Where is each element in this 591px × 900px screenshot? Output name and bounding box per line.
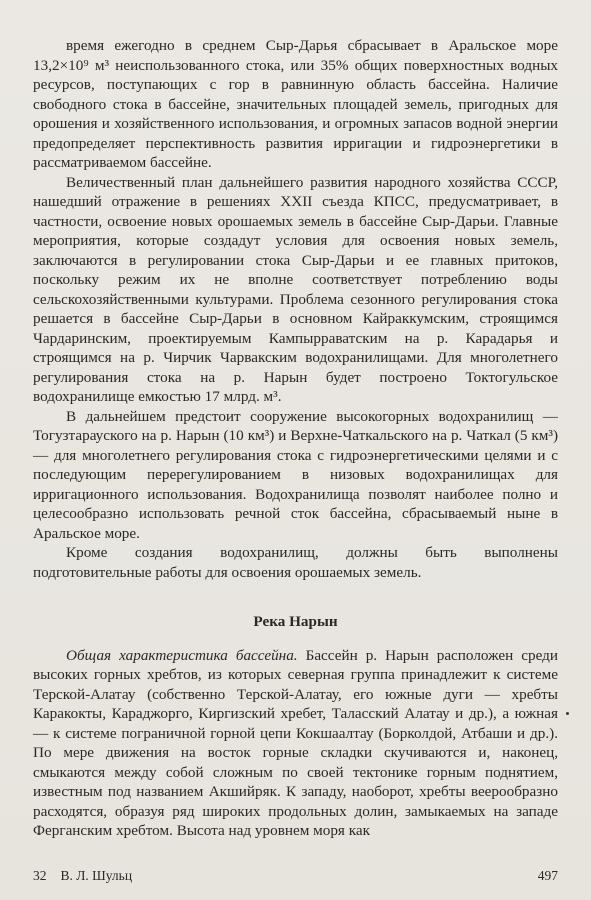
page-footer	[33, 868, 558, 884]
main-text	[33, 36, 558, 841]
section-lead: Общая характеристика бассейна.	[66, 646, 298, 664]
paragraph-2: Величественный план дальнейшего развития народного хозяйства СССР, нашедший отражение в решениях XXII съезда КПСС, предусматривает, в частности, освоение новых орошаемых земель в бассейне Сыр-Дарьи. Главные мероприятия, которые создадут условия для освоения новых земель, заключаются в регулировании стока Сыр-Дарьи и ее главных притоков, поскольку режим их не вполне соответствует потреблению воды сельскохозяйственными культурами. Проблема сезонного регулирования стока решается в бассейне Сыр-Дарьи в основном Кайраккумским, строящимся Чардаринским, проектируемым Кампырраватским на р. Карадарья и строящимся на р. Чирчик Чарвакским водохранилищами. Для многолетнего регулирования стока на р. Нарын будет построено Токтогульское водохранилище емкостью 17 млрд. м³.	[33, 173, 558, 405]
margin-mark	[566, 712, 569, 715]
sheet-number: 32	[33, 868, 47, 883]
paragraph-4: Кроме создания водохранилищ, должны быть выполнены подготовительные работы для освоения орошаемых земель.	[33, 544, 558, 581]
section-body: Бассейн р. Нарын расположен среди высоких горных хребтов, из которых северная группа принадлежит к системе Терской-Алатау (собственно Терской-Алатау, его южные дуги — хребты Каракокты, Караджорго, Киргизский хребет, Таласский Алатау и др.), а южная — к системе пограничной горной цепи Кокшаалтау (Борколдой, Атбаши и др.). По мере движения на восток горные складки скучиваются и, наконец, смыкаются между собой сложным по своей тектонике горным поднятием, известным под названием Акшийряк. К западу, наоборот, хребты веерообразно расходятся, образуя ряд широких продольных долин, замыкаемых на западе Ферганским хребтом. Высота над уровнем моря как	[33, 646, 558, 839]
author-signature: В. Л. Шульц	[60, 868, 133, 883]
section-heading: Река Нарын	[253, 613, 338, 630]
paragraph-3: В дальнейшем предстоит сооружение высокогорных водохранилищ — Тогузтарауского на р. Нарын (10 км³) и Верхне-Чаткальского на р. Чаткал (5 км³) — для многолетнего регулирования стока с гидроэнергетическими целями и с последующим перерегулированием в низовых водохранилищах для ирригационного использования. Водохранилища позволят наиболее полно и целесообразно использовать речной сток бассейна, сбрасываемый ныне в Аральское море.	[33, 407, 558, 542]
paragraph-1: время ежегодно в среднем Сыр-Дарья сбрасывает в Аральское море 13,2×10⁹ м³ неиспользованного стока, или 35% общих поверхностных водных ресурсов, поступающих с гор в равнинную область бассейна. Наличие свободного стока в бассейне, значительных площадей земель, пригодных для орошения и хозяйственного использования, и огромных запасов водной энергии предопределяет перспективность развития ирригации и гидроэнергетики в рассматриваемом бассейне.	[33, 37, 558, 171]
section-paragraph	[33, 646, 558, 841]
page-number: 497	[537, 868, 558, 883]
